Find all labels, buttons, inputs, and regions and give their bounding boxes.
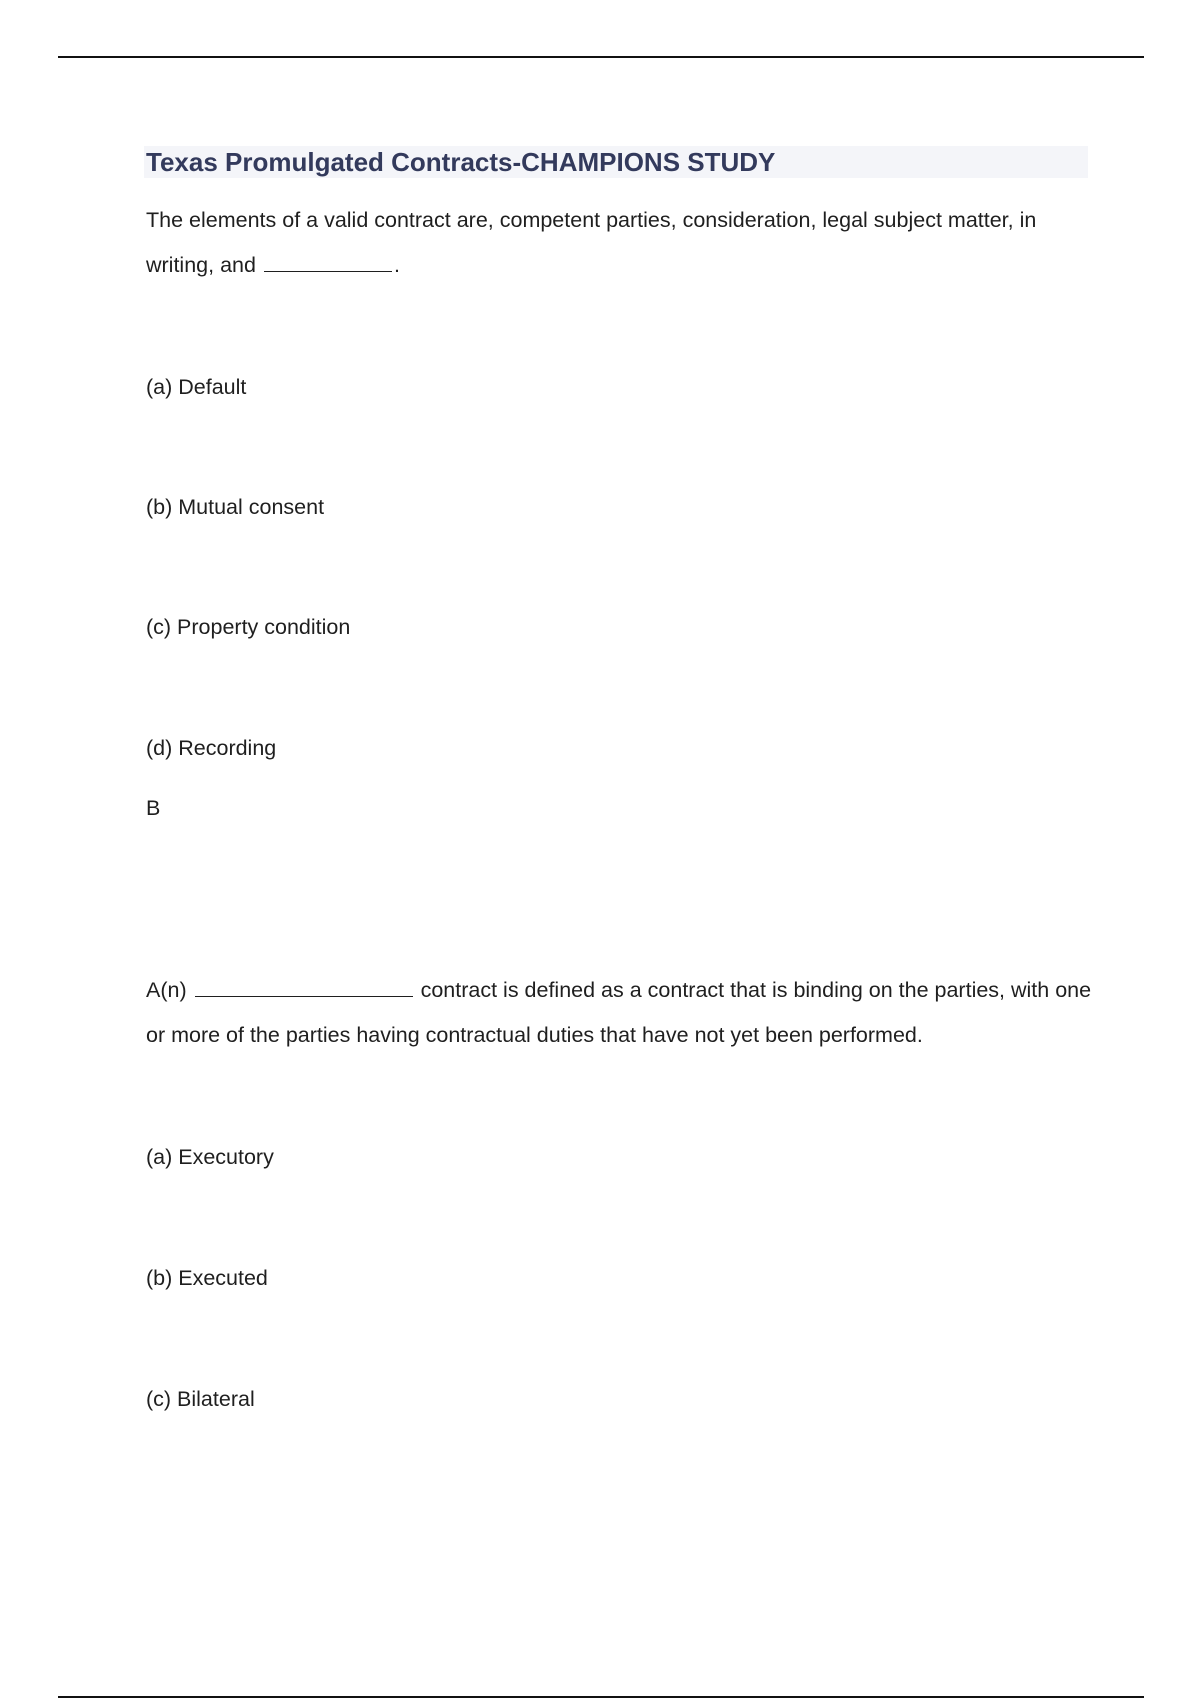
question-1-answer: B xyxy=(146,796,161,820)
document-title: Texas Promulgated Contracts-CHAMPIONS STUDY xyxy=(146,147,776,177)
question-2-option-c: (c) Bilateral xyxy=(146,1387,255,1411)
question-2-option-a: (a) Executory xyxy=(146,1145,274,1169)
footer-rule xyxy=(58,1696,1144,1698)
question-1-option-c: (c) Property condition xyxy=(146,615,351,639)
question-1-option-d: (d) Recording xyxy=(146,736,277,760)
question-1-stem-end: . xyxy=(393,252,400,277)
question-2-stem-start: A(n) xyxy=(146,978,187,1002)
question-2-option-b: (b) Executed xyxy=(146,1266,268,1290)
question-1-blank xyxy=(264,249,392,272)
question-2-stem-text: contract is defined as a contract that is binding on the parties, with one or more of the parties having contractual duties that have not yet been performed. xyxy=(146,978,1092,1047)
question-1-stem xyxy=(146,198,1096,287)
question-2-stem xyxy=(146,968,1096,1057)
question-1-option-a: (a) Default xyxy=(146,375,247,399)
header-rule xyxy=(58,56,1144,58)
question-1-stem-text: The elements of a valid contract are, competent parties, consideration, legal subject matter, in writing, and xyxy=(146,208,1037,277)
question-1-option-b: (b) Mutual consent xyxy=(146,495,325,519)
question-2-blank xyxy=(195,974,413,997)
